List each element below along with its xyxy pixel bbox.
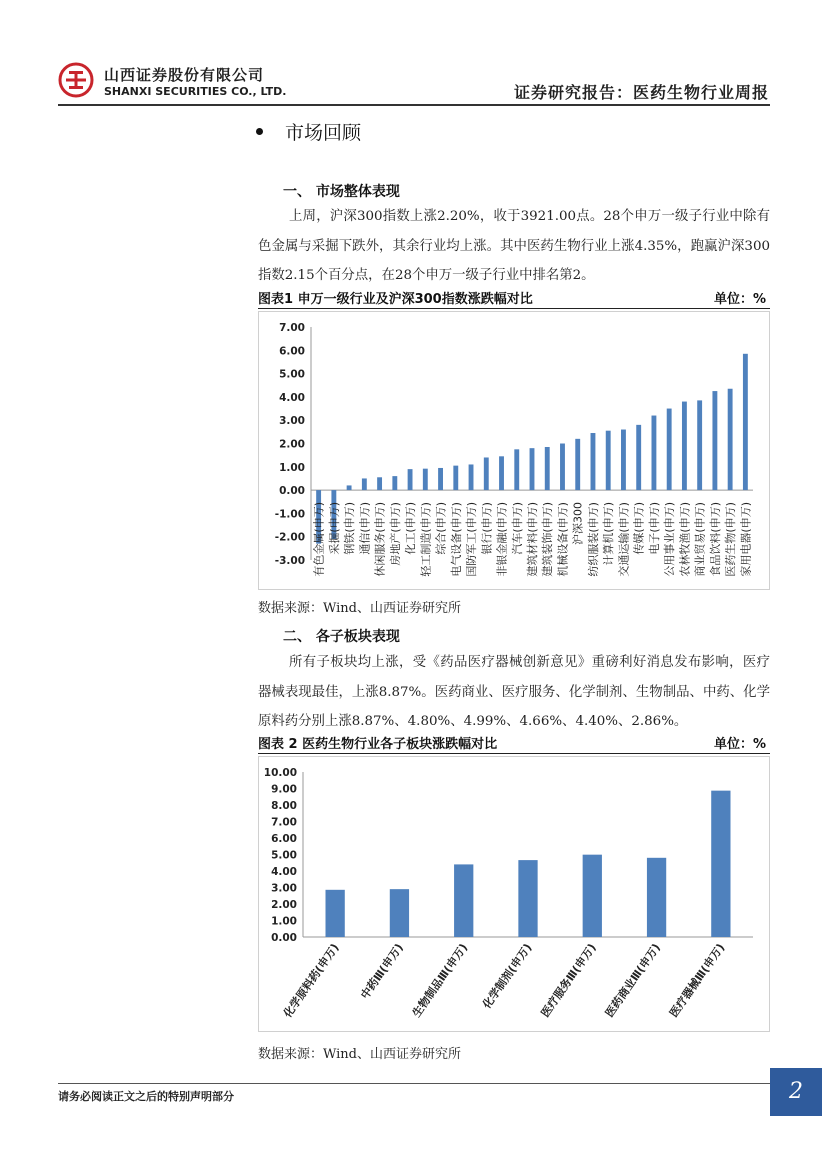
figure2-header <box>258 733 770 754</box>
subsection-heading-1: 一、 市场整体表现 <box>283 184 400 200</box>
header-divider <box>58 104 770 106</box>
x-category-label: 传媒(申万) <box>632 502 646 555</box>
y-tick-label: -1.00 <box>274 508 305 521</box>
x-category-label: 机械设备(申万) <box>556 502 570 577</box>
x-category-label: 综合(申万) <box>434 502 448 555</box>
x-category-label: 钢铁(申万) <box>343 502 357 555</box>
bar <box>697 400 702 490</box>
y-tick-label: 6.00 <box>271 833 297 845</box>
bar <box>743 354 748 490</box>
section-title-text: 市场回顾 <box>285 122 362 144</box>
figure2-chart <box>259 757 769 1031</box>
bar <box>711 791 730 937</box>
bar <box>545 447 550 490</box>
x-category-label: 沪深300 <box>571 502 585 545</box>
company-name-cn: 山西证券股份有限公司 <box>104 66 265 84</box>
x-category-label: 医药生物(申万) <box>724 502 738 577</box>
bar <box>499 456 504 490</box>
x-category-label: 化学原料药(申万) <box>281 941 342 1021</box>
y-tick-label: 0.00 <box>271 932 297 944</box>
y-tick-label: 7.00 <box>271 816 297 829</box>
bar <box>518 860 537 937</box>
bar <box>682 402 687 491</box>
x-category-label: 休闲服务(申万) <box>373 502 387 577</box>
x-category-label: 商业贸易(申万) <box>693 501 707 577</box>
y-tick-label: 1.00 <box>271 915 297 928</box>
figure1-title: 图表1 申万一级行业及沪深300指数涨跌幅对比 <box>258 292 533 307</box>
bar <box>362 478 367 490</box>
figure2-source: 数据来源：Wind、山西证券研究所 <box>258 1047 461 1062</box>
x-category-label: 化工(申万) <box>404 502 418 555</box>
x-category-label: 轻工制造(申万) <box>419 502 433 577</box>
bar <box>514 449 519 490</box>
bar <box>392 476 397 490</box>
figure2-chart-frame <box>258 756 770 1032</box>
x-category-label: 采掘(申万) <box>327 502 341 555</box>
bar <box>484 457 489 490</box>
bar <box>454 864 473 937</box>
y-tick-label: 3.00 <box>279 415 305 428</box>
bar <box>423 469 428 490</box>
bar <box>469 464 474 490</box>
bar <box>712 391 717 490</box>
x-category-label: 家用电器(申万) <box>739 501 753 577</box>
footer-disclaimer: 请务必阅读正文之后的特别声明部分 <box>58 1090 234 1103</box>
y-tick-label: 9.00 <box>271 783 297 796</box>
x-category-label: 公用事业(申万) <box>663 502 677 577</box>
bar <box>326 890 345 937</box>
bar <box>560 444 565 491</box>
figure2-title: 图表 2 医药生物行业各子板块涨跌幅对比 <box>258 737 498 752</box>
bar <box>636 425 641 490</box>
x-category-label: 纺织服装(申万) <box>586 502 600 577</box>
x-category-label: 建筑材料(申万) <box>526 502 539 577</box>
x-category-label: 生物制品Ⅲ(申万) <box>409 941 471 1020</box>
x-category-label: 有色金属(申万) <box>312 502 326 577</box>
bar <box>591 433 596 490</box>
page-number: 2 <box>770 1068 822 1116</box>
bar <box>347 485 352 490</box>
y-tick-label: 7.00 <box>279 322 305 334</box>
x-category-label: 农林牧渔(申万) <box>678 502 692 577</box>
y-tick-label: 8.00 <box>271 800 297 812</box>
x-category-label: 食品饮料(申万) <box>708 502 722 577</box>
subsection-heading-2: 二、 各子板块表现 <box>283 629 400 645</box>
y-tick-label: 0.00 <box>279 485 305 498</box>
x-category-label: 化学制剂(申万) <box>480 941 535 1012</box>
figure1-source: 数据来源：Wind、山西证券研究所 <box>258 601 461 616</box>
y-tick-label: 4.00 <box>271 866 297 878</box>
x-category-label: 计算机(申万) <box>602 502 616 566</box>
y-tick-label: 2.00 <box>271 899 297 911</box>
figure1-unit: 单位：% <box>713 292 766 307</box>
bar <box>438 468 443 490</box>
company-name-en: SHANXI SECURITIES CO., LTD. <box>104 85 287 98</box>
x-category-label: 电子(申万) <box>647 502 661 555</box>
paragraph-2: 所有子板块均上涨，受《药品医疗器械创新意见》重磅利好消息发布影响，医疗器械表现最佳，上涨8.87%。医药商业、医疗服务、化学制剂、生物制品、中药、化学原料药分别上涨8.87%、4.80%、4.99%、4.66%、4.40%、2.86%。 <box>258 655 770 729</box>
footer-divider <box>58 1083 770 1084</box>
bar <box>575 439 580 490</box>
x-category-label: 建筑装饰(申万) <box>541 502 555 577</box>
figure1-chart <box>259 312 769 589</box>
figure2-unit: 单位：% <box>713 737 766 752</box>
y-tick-label: 1.00 <box>279 461 305 474</box>
x-category-label: 非银金融(申万) <box>495 502 509 577</box>
x-category-label: 国防军工(申万) <box>465 502 479 577</box>
y-tick-label: 6.00 <box>279 345 305 358</box>
bar <box>606 431 611 490</box>
paragraph-1: 上周，沪深300指数上涨2.20%，收于3921.00点。28个申万一级子行业中除有色金属与采掘下跌外，其余行业均上涨。其中医药生物行业上涨4.35%，跑赢沪深300指数2.15个百分点，在28个申万一级子行业中排名第2。 <box>258 209 770 283</box>
x-category-label: 交通运输(申万) <box>617 502 631 577</box>
bar <box>667 409 672 491</box>
y-tick-label: 3.00 <box>271 882 297 895</box>
x-category-label: 汽车(申万) <box>510 502 524 555</box>
x-category-label: 医疗器械Ⅲ(申万) <box>667 941 728 1020</box>
x-category-label: 医药商业Ⅲ(申万) <box>602 941 664 1020</box>
bar <box>583 855 602 937</box>
y-tick-label: 5.00 <box>279 368 305 381</box>
bar <box>530 448 535 490</box>
x-category-label: 房地产(申万) <box>388 502 402 566</box>
report-title: 证券研究报告：医药生物行业周报 <box>513 83 769 102</box>
x-category-label: 医疗服务Ⅲ(申万) <box>538 941 599 1020</box>
y-tick-label: 2.00 <box>279 438 305 451</box>
bar <box>408 469 413 490</box>
bullet-icon <box>256 128 263 135</box>
bar <box>377 477 382 490</box>
y-tick-label: 4.00 <box>279 391 305 404</box>
y-tick-label: 10.00 <box>263 767 297 779</box>
x-category-label: 通信(申万) <box>358 502 372 555</box>
y-tick-label: 5.00 <box>271 849 297 862</box>
company-logo <box>58 62 94 98</box>
bar <box>390 889 409 937</box>
bar <box>453 466 458 490</box>
y-tick-label: -2.00 <box>274 531 305 544</box>
bar <box>728 389 733 490</box>
x-category-label: 银行(申万) <box>480 502 494 555</box>
x-category-label: 电气设备(申万) <box>449 502 463 577</box>
bar <box>621 430 626 491</box>
bar <box>651 416 656 491</box>
figure1-chart-frame <box>258 311 770 590</box>
figure1-header <box>258 288 770 309</box>
section-title <box>256 118 361 145</box>
y-tick-label: -3.00 <box>274 555 305 567</box>
bar <box>647 858 666 937</box>
x-category-label: 中药Ⅲ(申万) <box>358 941 406 1002</box>
